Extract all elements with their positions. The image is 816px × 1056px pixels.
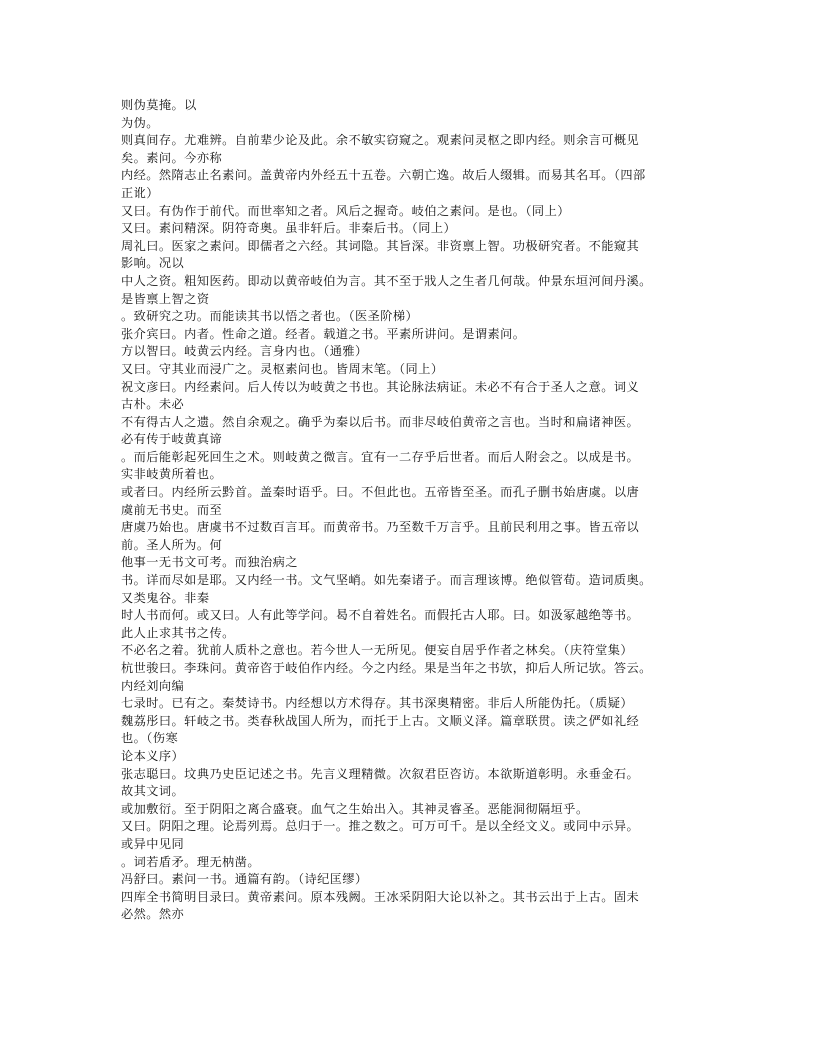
text-line: 时人书而何。或又曰。人有此等学问。曷不自着姓名。而假托古人耶。曰。如汲冢越绝等书。 <box>121 608 640 623</box>
text-line: 正讹） <box>121 185 159 200</box>
text-line: 或异中见同 <box>121 836 185 851</box>
text-line: 矣。素问。今亦称 <box>121 150 223 165</box>
text-line: 。而后能彰起死回生之术。则岐黄之微言。宜有一二存乎后世者。而后人附会之。以成是书。 <box>121 449 640 464</box>
text-line: 唐虞乃始也。唐虞书不过数百言耳。而黄帝书。乃至数千万言乎。且前民利用之事。皆五帝以 <box>121 520 640 535</box>
document-page <box>121 97 706 924</box>
text-line: 魏荔彤曰。轩岐之书。类春秋战国人所为，而托于上古。文顺义泽。篇章联贯。读之俨如礼经 <box>121 713 640 728</box>
text-line: 古朴。未必 <box>121 397 185 412</box>
text-line: 此人止求其书之传。 <box>121 625 235 640</box>
text-line: 不有得古人之遗。然自余观之。确乎为秦以后书。而非尽岐伯黄帝之言也。当时和扁诸神医。 <box>121 414 640 429</box>
text-line: 又类鬼谷。非秦 <box>121 590 210 605</box>
text-line: 是皆禀上智之资 <box>121 291 210 306</box>
text-line: 实非岐黄所着也。 <box>121 467 223 482</box>
text-line: 四库全书简明目录曰。黄帝素问。原本残阙。王冰采阴阳大论以补之。其书云出于上古。固未 <box>121 889 640 904</box>
text-line: 。词若盾矛。理无枘凿。 <box>121 854 261 869</box>
text-line: 祝文彦曰。内经素问。后人传以为岐黄之书也。其论脉法病证。未必不有合于圣人之意。词义 <box>121 379 640 394</box>
text-line: 中人之资。粗知医药。即动以黄帝岐伯为言。其不至于戕人之生者几何哉。仲景东垣河间丹溪。 <box>121 273 652 288</box>
text-line: 或加敷衍。至于阴阳之离合盛衰。血气之生始出入。其神灵睿圣。恶能洞彻隔垣乎。 <box>121 801 589 816</box>
text-line: 七录时。已有之。秦焚诗书。内经想以方术得存。其书深奥精密。非后人所能伪托。（质疑） <box>121 696 634 711</box>
text-line: 周礼曰。医家之素问。即儒者之六经。其词隐。其旨深。非资禀上智。功极研究者。不能窥其 <box>121 238 640 253</box>
text-line: 则伪莫掩。以 <box>121 98 197 112</box>
text-line: 又曰。有伪作于前代。而世率知之者。风后之握奇。岐伯之素问。是也。（同上） <box>121 203 570 218</box>
text-line: 书。详而尽如是耶。又内经一书。文气坚峭。如先秦诸子。而言理该博。绝似管荀。造词质奥。 <box>121 573 652 588</box>
text-line: 。致研究之功。而能读其书以悟之者也。（医圣阶梯） <box>121 309 419 324</box>
text-line: 为伪。 <box>121 115 159 130</box>
text-line: 又曰。阴阳之理。论焉列焉。总归于一。推之数之。可万可千。是以全经文义。或同中示异。 <box>121 819 640 834</box>
text-line: 他事一无书文可考。而独治病之 <box>121 555 298 570</box>
text-line: 也。（伤寒 <box>121 731 179 746</box>
text-line: 张介宾曰。内者。性命之道。经者。载道之书。平素所讲问。是谓素问。 <box>121 326 526 341</box>
text-line: 方以智曰。岐黄云内经。言身内也。（通雅） <box>121 344 368 359</box>
text-line: 内经刘向编 <box>121 678 185 693</box>
text-line: 论本义序） <box>121 748 185 763</box>
text-line: 冯舒曰。素问一书。通篇有韵。（诗纪匡缪） <box>121 872 368 887</box>
text-line: 张志聪曰。坟典乃史臣记述之书。先言义理精微。次叙君臣咨访。本欲斯道彰明。永垂金石。 <box>121 766 640 781</box>
text-line: 必然。然亦 <box>121 907 185 922</box>
text-line: 或者曰。内经所云黔首。盖秦时语乎。曰。不但此也。五帝皆至圣。而孔子删书始唐虞。以唐 <box>121 485 640 500</box>
text-line: 则真间存。尤难辨。自前辈少论及此。余不敏实窃窥之。观素问灵枢之即内经。则余言可概见 <box>121 133 640 148</box>
text-line: 前。圣人所为。何 <box>121 537 223 552</box>
text-line: 故其文词。 <box>121 784 185 799</box>
text-line: 影响。况以 <box>121 256 185 271</box>
text-line: 又曰。素问精深。阴符奇奥。虽非轩后。非秦后书。（同上） <box>121 221 457 236</box>
text-line: 又曰。守其业而浸广之。灵枢素问也。皆周末笔。（同上） <box>121 361 444 376</box>
text-line: 不必名之着。犹前人质朴之意也。若今世人一无所见。便妄自居乎作者之林矣。（庆符堂集） <box>121 643 634 658</box>
text-line: 虞前无书史。而至 <box>121 502 223 517</box>
text-line: 内经。然隋志止名素问。盖黄帝内外经五十五卷。六朝亡逸。故后人缀辑。而易其名耳。（四部 <box>121 168 646 183</box>
text-line: 杭世骏曰。李珠问。黄帝咨于岐伯作内经。今之内经。果是当年之书欤，抑后人所记欤。答云。 <box>121 661 652 675</box>
text-line: 必有传于岐黄真谛 <box>121 432 223 447</box>
